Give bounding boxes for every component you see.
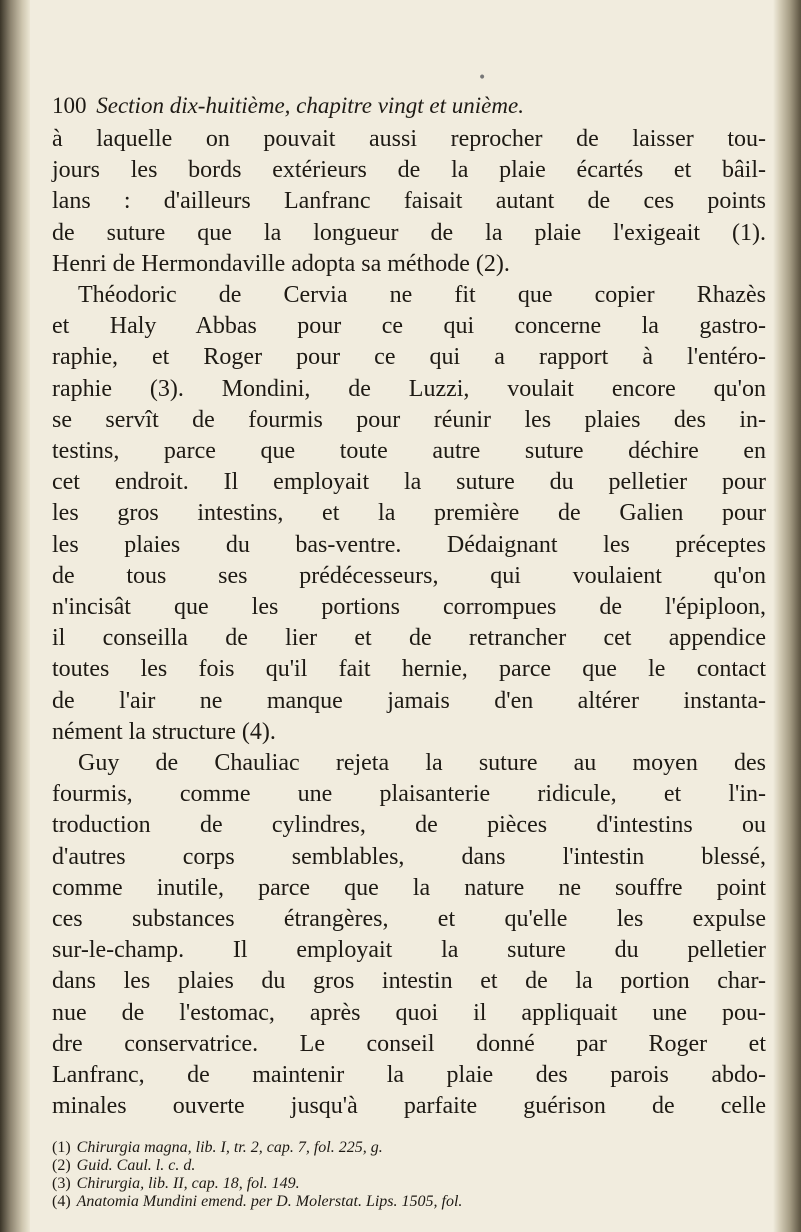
- body-line: Théodoric de Cervia ne fit que copier Rhazès: [78, 282, 766, 309]
- body-line: les plaies du bas-ventre. Dédaignant les préceptes: [52, 531, 766, 558]
- body-line: raphie, et Roger pour ce qui a rapport à l'entéro-: [52, 344, 766, 371]
- body-line: minales ouverte jusqu'à parfaite guérison de celle: [52, 1093, 766, 1120]
- footnote-text: Anatomia Mundini emend. per D. Molerstat. Lips. 1505, fol.: [76, 1192, 463, 1210]
- body-line: à laquelle on pouvait aussi reprocher de laisser tou-: [52, 126, 766, 152]
- footnote-number: (3): [52, 1174, 71, 1192]
- binding-shadow-left: [0, 0, 30, 1232]
- footnote-text: Guid. Caul. l. c. d.: [76, 1156, 196, 1174]
- body-line: raphie (3). Mondini, de Luzzi, voulait encore qu'on: [52, 375, 766, 402]
- footnote-text: Chirurgia, lib. II, cap. 18, fol. 149.: [76, 1174, 300, 1192]
- running-title: Section dix-huitième, chapitre vingt et unième.: [96, 93, 524, 118]
- body-line: toutes les fois qu'il fait hernie, parce que le contact: [52, 656, 766, 683]
- body-text: [52, 124, 766, 1123]
- body-line: fourmis, comme une plaisanterie ridicule, et l'in-: [52, 781, 766, 808]
- body-line: de tous ses prédécesseurs, qui voulaient qu'on: [52, 562, 766, 589]
- body-line: troduction de cylindres, de pièces d'intestins ou: [52, 812, 766, 839]
- body-line: et Haly Abbas pour ce qui concerne la gastro-: [52, 313, 766, 340]
- body-line: nément la structure (4).: [52, 718, 276, 745]
- footnote: [52, 1175, 766, 1193]
- footnote: [52, 1139, 766, 1157]
- body-line: dans les plaies du gros intestin et de la portion char-: [52, 968, 766, 995]
- body-line: Guy de Chauliac rejeta la suture au moyen des: [78, 750, 766, 777]
- body-line: sur-le-champ. Il employait la suture du pelletier: [52, 937, 766, 964]
- body-line: testins, parce que toute autre suture déchire en: [52, 438, 766, 465]
- body-line: de l'air ne manque jamais d'en altérer instanta-: [52, 687, 766, 714]
- body-line: les gros intestins, et la première de Galien pour: [52, 500, 766, 527]
- body-line: jours les bords extérieurs de la plaie écartés et bâil-: [52, 157, 766, 184]
- footnote: [52, 1193, 766, 1211]
- footnote-number: (2): [52, 1156, 71, 1174]
- body-line: Henri de Hermondaville adopta sa méthode (2).: [52, 250, 510, 277]
- body-line: nue de l'estomac, après quoi il appliquait une pou-: [52, 999, 766, 1026]
- footnote: [52, 1157, 766, 1175]
- footnote-number: (1): [52, 1138, 71, 1156]
- margin-mark: •: [478, 70, 487, 86]
- body-line: n'incisât que les portions corrompues de l'épiploon,: [52, 594, 766, 621]
- text-block: [52, 90, 766, 1211]
- body-line: se servît de fourmis pour réunir les plaies des in-: [52, 406, 766, 433]
- body-line: il conseilla de lier et de retrancher cet appendice: [52, 625, 766, 652]
- footnotes: [52, 1139, 766, 1211]
- body-line: dre conservatrice. Le conseil donné par Roger et: [52, 1030, 766, 1057]
- body-line: comme inutile, parce que la nature ne souffre point: [52, 874, 766, 901]
- footnote-text: Chirurgia magna, lib. I, tr. 2, cap. 7, fol. 225, g.: [76, 1138, 383, 1156]
- body-line: Lanfranc, de maintenir la plaie des parois abdo-: [52, 1062, 766, 1089]
- body-line: de suture que la longueur de la plaie l'exigeait (1).: [52, 219, 766, 246]
- body-line: d'autres corps semblables, dans l'intestin blessé,: [52, 843, 766, 870]
- body-line: lans : d'ailleurs Lanfranc faisait autant de ces points: [52, 188, 766, 215]
- body-line: ces substances étrangères, et qu'elle les expulse: [52, 906, 766, 933]
- binding-shadow-right: [773, 0, 801, 1232]
- page-number: 100: [52, 93, 87, 118]
- running-head: [52, 90, 766, 122]
- footnote-number: (4): [52, 1192, 71, 1210]
- body-line: cet endroit. Il employait la suture du pelletier pour: [52, 469, 766, 496]
